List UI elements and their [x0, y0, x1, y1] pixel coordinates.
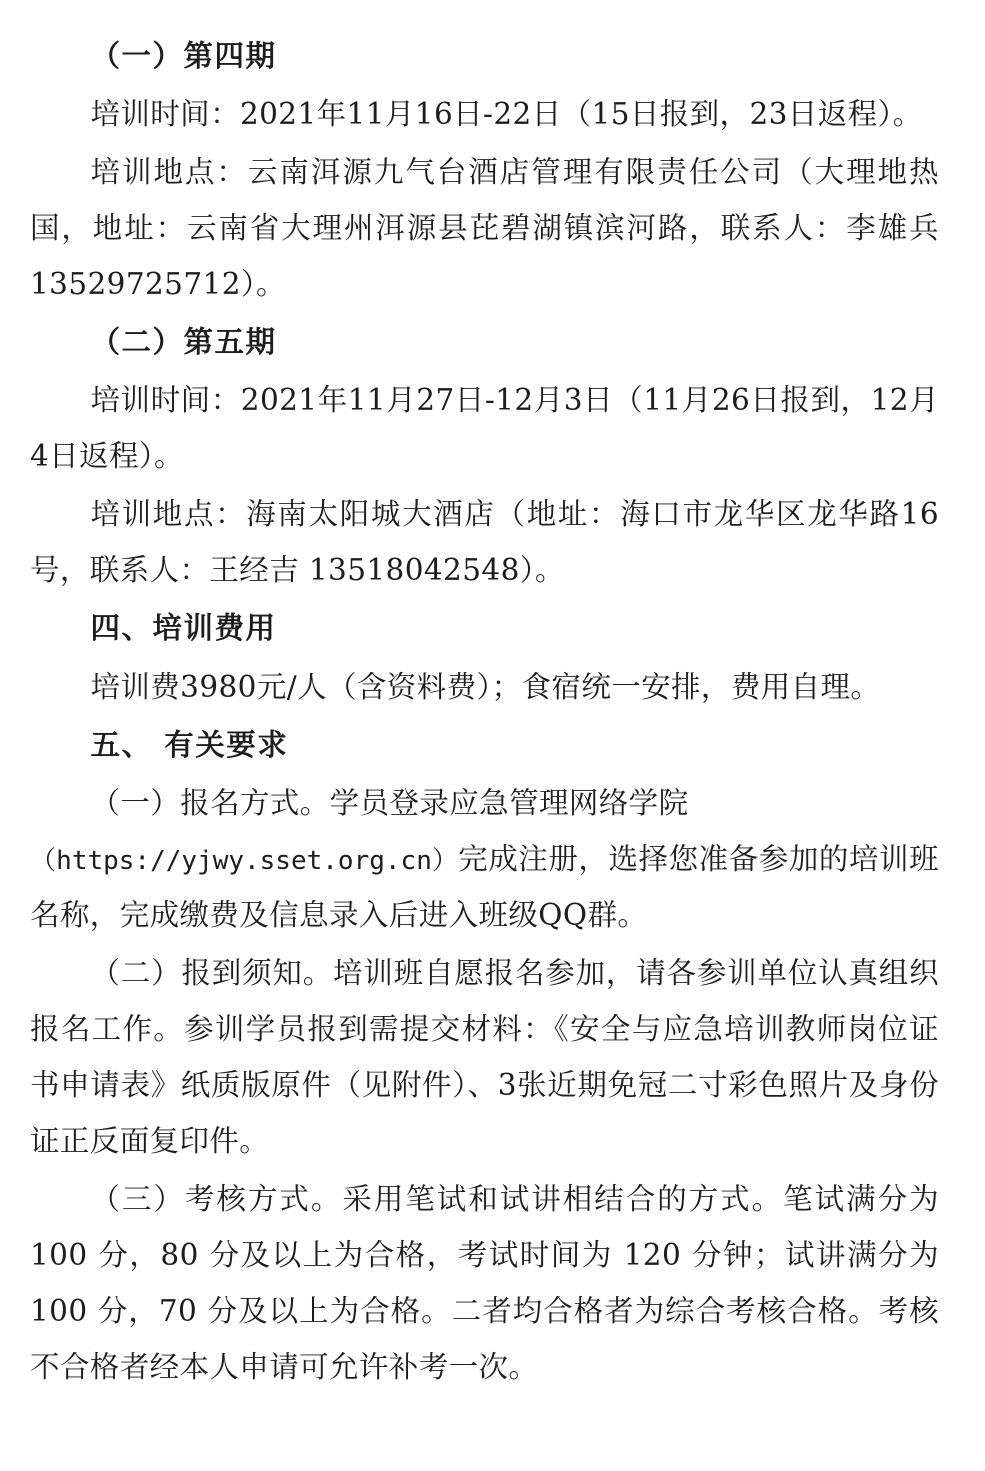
document-body [30, 28, 939, 1395]
section-heading-training-fee: 四、培训费用 [90, 610, 277, 646]
period-four-training-location: 培训地点：云南洱源九气台酒店管理有限责任公司（大理地热国，地址：云南省大理州洱源县芘碧湖镇滨河路，联系人：李雄兵 13529725712）。 [30, 155, 939, 302]
registration-text-before: （一）报名方式。学员登录应急管理网络学院 [90, 785, 689, 820]
section-heading-period-four: （一）第四期 [90, 38, 277, 73]
period-five-training-location: 培训地点：海南太阳城大酒店（地址：海口市龙华区龙华路16号，联系人：王经吉 13518042548）。 [30, 497, 939, 588]
period-four-training-time: 培训时间：2021年11月16日-22日（15日报到，23日返程）。 [90, 97, 923, 132]
period-five-training-time: 培训时间：2021年11月27日-12月3日（11月26日报到，12月4日返程）。 [30, 383, 939, 474]
requirement-checkin-notice: （二）报到须知。培训班自愿报名参加，请各参训单位认真组织报名工作。参训学员报到需提交材料：《安全与应急培训教师岗位证书申请表》纸质版原件（见附件）、3张近期免冠二寸彩色照片及身份证正反面复印件。 [30, 955, 939, 1158]
section-heading-requirements: 五、 有关要求 [90, 726, 289, 762]
requirement-assessment-method: （三）考核方式。采用笔试和试讲相结合的方式。笔试满分为 100 分，80 分及以上为合格，考试时间为 120 分钟；试讲满分为 100 分，70 分及以上为合格。二者均合格者为综合考核合格。考核不合格者经本人申请可允许补考一次。 [30, 1181, 939, 1385]
requirement-registration-method [30, 775, 939, 943]
training-fee-body: 培训费3980元/人（含资料费）；食宿统一安排，费用自理。 [90, 669, 881, 704]
section-heading-period-five: （二）第五期 [90, 324, 277, 360]
registration-url[interactable]: （https://yjwy.sset.org.cn） [30, 845, 459, 876]
registration-text-after: 完成注册，选择您准备参加的培训班名称，完成缴费及信息录入后进入班级QQ群。 [30, 841, 939, 932]
